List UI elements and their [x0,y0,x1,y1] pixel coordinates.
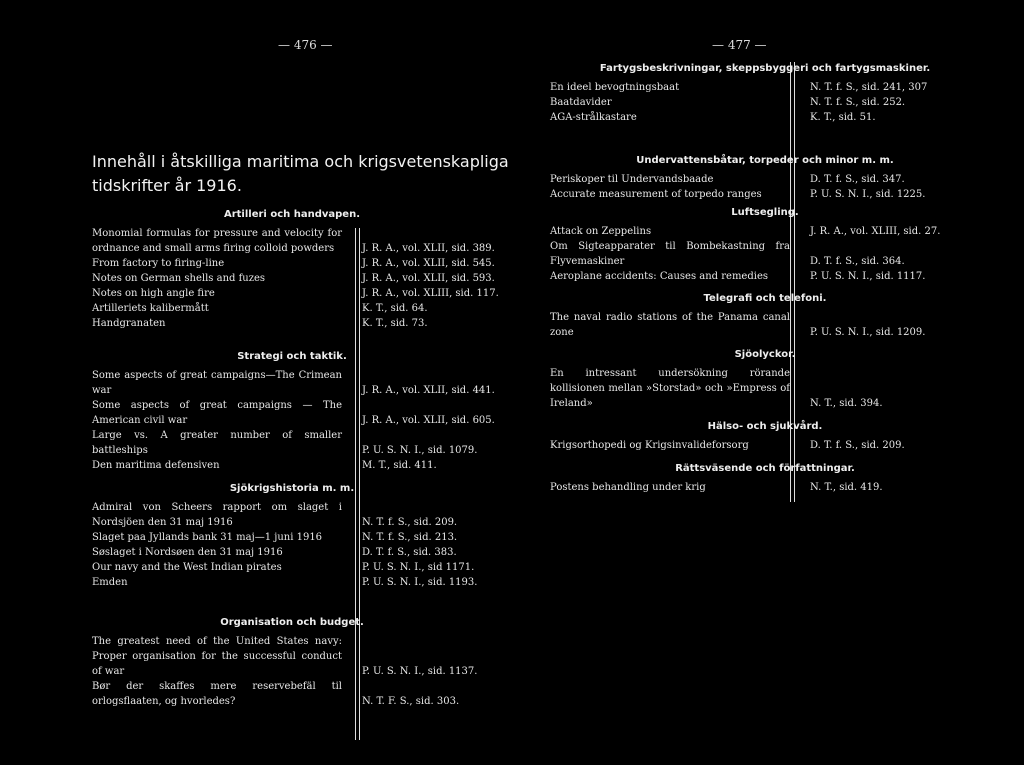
index-section [92,616,492,709]
entry-reference: D. T. f. S., sid. 209. [810,440,905,451]
section-heading: Sjöolyckor. [734,349,796,360]
entry-reference: N. T. f. S., sid. 209. [362,517,458,528]
index-entry [550,480,980,495]
section-heading: Organisation och budget. [220,617,364,628]
right-page [512,0,1024,765]
entry-title: Søslaget i Nordsøen den 31 maj 1916 [92,547,283,558]
index-entry [92,271,495,286]
index-entry [92,545,492,560]
entry-reference: N. T. f. S., sid. 241, 307 [810,82,928,93]
index-entry [92,286,499,301]
index-entry [92,530,492,545]
index-entry [550,224,980,239]
section-heading: Artilleri och handvapen. [223,209,361,220]
entry-reference: N. T. f. S., sid. 252. [810,97,906,108]
entry-title: The greatest need of the United States navy: Proper organisation for the successful conduct of war [92,636,342,677]
entry-title: Notes on high angle fire [92,288,215,299]
index-entry [550,172,980,187]
entry-title: From factory to firing-line [92,258,225,269]
index-entry [92,368,495,398]
section-heading: Fartygsbeskrivningar, skeppsbyggeri och fartygsmaskiner. [599,63,931,74]
entry-title: Baatdavider [550,97,612,108]
entry-title: Some aspects of great campaigns — The American civil war [92,400,342,426]
index-entry [92,575,492,590]
entry-reference: M. T., sid. 411. [362,460,437,471]
entry-reference: K. T., sid. 64. [362,303,428,314]
entry-title: Den maritima defensiven [92,460,220,471]
section-heading: Rättsväsende och författningar. [675,463,855,474]
section-heading: Undervattensbåtar, torpeder och minor m. m. [636,155,894,166]
page-title [92,150,512,198]
index-entry [550,438,980,453]
entry-title: Our navy and the West Indian pirates [92,562,282,573]
entry-reference: N. T., sid. 419. [810,482,883,493]
page-number: — 477 — [712,38,767,52]
entry-title: Handgranaten [92,318,166,329]
entry-title: Admiral von Scheers rapport om slaget i Nordsjöen den 31 maj 1916 [92,502,342,528]
index-entry [92,398,495,428]
entry-reference: J. R. A., vol. XLII, sid. 605. [362,415,495,426]
section-heading: Telegrafi och telefoni. [703,293,827,304]
index-section [550,348,980,411]
entry-reference: J. R. A., vol. XLII, sid. 593. [362,273,495,284]
entry-title: Monomial formulas for pressure and velocity for ordnance and small arms firing colloid powders [92,228,342,254]
section-heading: Hälso- och sjukvård. [707,421,823,432]
title-line: tidskrifter år 1916. [92,176,242,195]
index-entry [92,226,495,256]
entry-reference: D. T. f. S., sid. 383. [362,547,457,558]
index-entry [92,428,492,458]
index-section [550,206,980,284]
entry-title: Artilleriets kalibermått [92,303,209,314]
entry-title: The naval radio stations of the Panama canal zone [550,312,790,338]
entry-title: Krigsorthopedi og Krigsinvalideforsorg [550,440,749,451]
index-entry [92,560,492,575]
index-entry [92,458,492,473]
index-section [550,420,980,453]
title-line: Innehåll i åtskilliga maritima och krigsvetenskapliga [92,152,509,171]
index-section [550,292,980,340]
entry-title: Attack on Zeppelins [550,226,652,237]
entry-reference: J. R. A., vol. XLIII, sid. 117. [362,288,499,299]
entry-title: En intressant undersökning rörande kollisionen mellan »Storstad» och »Empress of Ireland» [550,368,790,409]
section-heading: Strategi och taktik. [237,351,347,362]
entry-reference: P. U. S. N. I., sid. 1117. [810,271,926,282]
entry-reference: D. T. f. S., sid. 364. [810,256,905,267]
section-heading: Sjökrigshistoria m. m. [229,483,355,494]
index-entry [550,80,980,95]
index-entry [550,239,980,269]
entry-title: Large vs. A greater number of smaller battleships [92,430,342,456]
index-entry [550,187,980,202]
index-entry [550,269,980,284]
page-number: — 476 — [278,38,333,52]
index-section [550,62,980,125]
index-entry [550,95,980,110]
entry-reference: N. T., sid. 394. [810,398,883,409]
index-section [92,208,499,331]
entry-title: AGA-strålkastare [550,112,637,123]
entry-title: Emden [92,577,128,588]
entry-reference: P. U. S. N. I., sid. 1079. [362,445,478,456]
entry-title: Aeroplane accidents: Causes and remedies [550,271,769,282]
entry-reference: J. R. A., vol. XLII, sid. 545. [362,258,495,269]
entry-reference: J. R. A., vol. XLII, sid. 389. [362,243,495,254]
entry-reference: N. T. F. S., sid. 303. [362,696,460,707]
entry-title: En ideel bevogtningsbaat [550,82,680,93]
entry-title: Bør der skaffes mere reservebefäl til orlogsflaaten, og hvorledes? [92,681,342,707]
index-section [92,350,495,473]
index-section [550,462,980,495]
index-section [92,482,492,590]
index-entry [92,634,492,679]
index-entry [92,500,492,530]
index-entry [550,310,980,340]
index-entry [92,316,492,331]
entry-reference: K. T., sid. 51. [810,112,876,123]
index-entry [92,256,495,271]
entry-title: Postens behandling under krig [550,482,706,493]
entry-reference: P. U. S. N. I., sid. 1193. [362,577,478,588]
index-entry [550,366,980,411]
entry-reference: J. R. A., vol. XLII, sid. 441. [362,385,495,396]
entry-reference: D. T. f. S., sid. 347. [810,174,905,185]
entry-reference: P. U. S. N. I., sid. 1209. [810,327,926,338]
entry-reference: P. U. S. N. I., sid 1171. [362,562,475,573]
entry-title: Om Sigteapparater til Bombekastning fra Flyvemaskiner [550,241,790,267]
entry-reference: P. U. S. N. I., sid. 1225. [810,189,926,200]
index-entry [550,110,980,125]
entry-reference: P. U. S. N. I., sid. 1137. [362,666,478,677]
entry-reference: N. T. f. S., sid. 213. [362,532,458,543]
entry-title: Accurate measurement of torpedo ranges [550,189,762,200]
index-section [550,154,980,202]
entry-title: Periskoper til Undervandsbaade [550,174,714,185]
index-entry [92,679,492,709]
entry-reference: K. T., sid. 73. [362,318,428,329]
section-heading: Luftsegling. [731,207,799,218]
entry-reference: J. R. A., vol. XLIII, sid. 27. [810,226,941,237]
entry-title: Some aspects of great campaigns—The Crimean war [92,370,342,396]
entry-title: Notes on German shells and fuzes [92,273,266,284]
entry-title: Slaget paa Jyllands bank 31 maj—1 juni 1916 [92,532,323,543]
index-entry [92,301,492,316]
